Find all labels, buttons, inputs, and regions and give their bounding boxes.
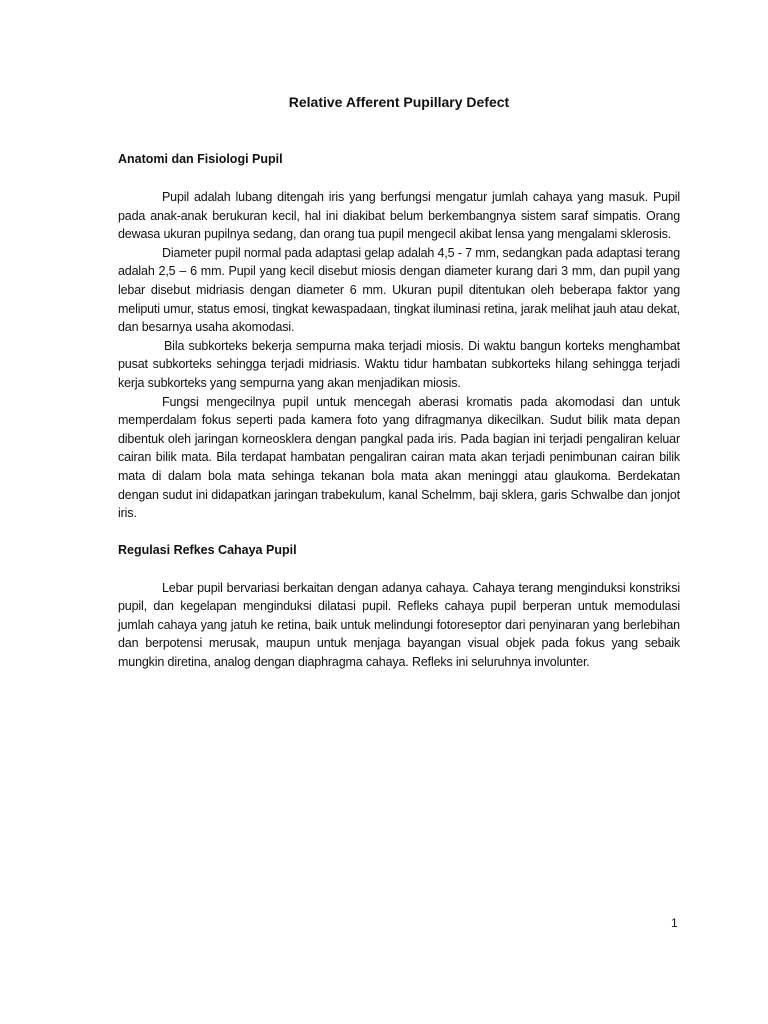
section-heading-anatomy: Anatomi dan Fisiologi Pupil	[118, 152, 283, 166]
paragraph-pupil-function: Fungsi mengecilnya pupil untuk mencegah aberasi kromatis pada akomodasi dan untuk memperdalam fokus seperti pada kamera foto yang difragmanya dikecilkan. Sudut bilik mata depan dibentuk oleh jaringan korneosklera dengan pangkal pada iris. Pada bagian ini terjadi pengaliran keluar cairan bilik mata. Bila terdapat hambatan pengaliran cairan mata akan terjadi penimbunan cairan bilik mata di dalam bola mata sehinga tekanan bola mata akan meninggi atau glaukoma. Berdekatan dengan sudut ini didapatkan jaringan trabekulum, kanal Schelmm, baji sklera, garis Schwalbe dan jonjot iris.	[118, 394, 680, 521]
paragraph-pupil-diameter: Diameter pupil normal pada adaptasi gelap adalah 4,5 - 7 mm, sedangkan pada adaptasi terang adalah 2,5 – 6 mm. Pupil yang kecil disebut miosis dengan diameter kurang dari 3 mm, dan pupil yang lebar disebut midriasis dengan diameter 6 mm. Ukuran pupil ditentukan oleh beberapa faktor yang meliputi umur, status emosi, tingkat kewaspadaan, tingkat iluminasi retina, jarak melihat jauh atau dekat, dan besarnya usaha akomodasi.	[118, 245, 680, 335]
paragraph-light-reflex: Lebar pupil bervariasi berkaitan dengan adanya cahaya. Cahaya terang menginduksi konstriksi pupil, dan kegelapan menginduksi dilatasi pupil. Refleks cahaya pupil berperan untuk memodulasi jumlah cahaya yang jatuh ke retina, baik untuk melindungi fotoreseptor dari penyinaran yang berlebihan dan berpotensi merusak, maupun untuk menjaga bayangan visual objek pada fokus yang sebaik mungkin diretina, analog dengan diaphragma cahaya. Refleks ini seluruhnya involunter.	[118, 580, 680, 670]
page-content	[118, 92, 680, 672]
paragraph-subkorteks: Bila subkorteks bekerja sempurna maka terjadi miosis. Di waktu bangun korteks menghambat pusat subkorteks sehingga terjadi midriasis. Waktu tidur hambatan subkorteks hilang sehingga terjadi kerja subkorteks yang sempurna yang akan menjadikan miosis.	[118, 338, 680, 390]
document-title: Relative Afferent Pupillary Defect	[288, 94, 510, 110]
paragraph-pupil-definition: Pupil adalah lubang ditengah iris yang berfungsi mengatur jumlah cahaya yang masuk. Pupil pada anak-anak berukuran kecil, hal ini diakibat belum berkembangnya sistem saraf simpatis. Orang dewasa ukuran pupilnya sedang, dan orang tua pupil mengecil akibat lensa yang mengalami sklerosis.	[118, 190, 680, 242]
page-number: 1	[671, 916, 678, 930]
section-heading-light-reflex: Regulasi Refkes Cahaya Pupil	[118, 542, 297, 557]
